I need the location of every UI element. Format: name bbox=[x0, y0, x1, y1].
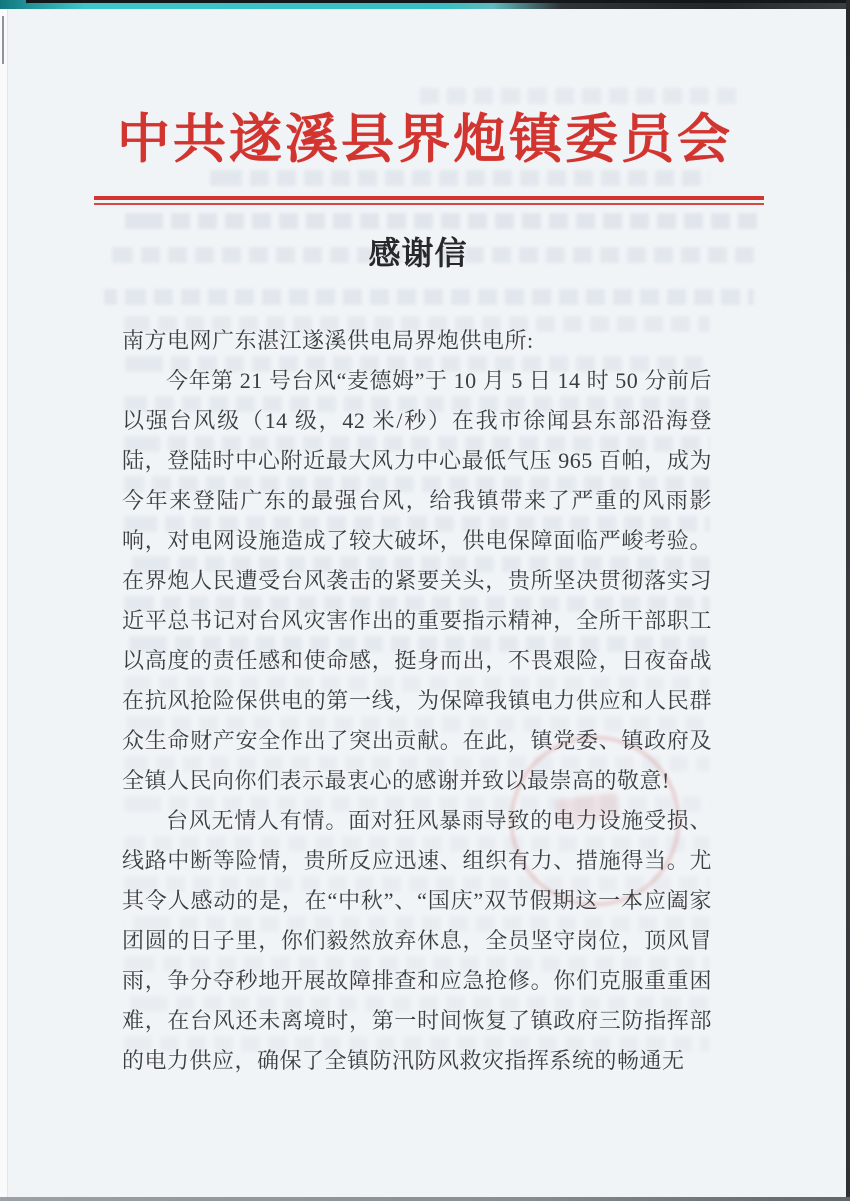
letter-title: 感谢信 bbox=[368, 235, 468, 271]
header-divider-thick-line bbox=[94, 196, 764, 200]
scan-edge-bottom bbox=[0, 1197, 850, 1201]
scan-edge-left bbox=[0, 0, 8, 1201]
scan-edge-right bbox=[846, 0, 850, 1201]
header-divider-thin-line bbox=[94, 203, 764, 205]
ghost-line bbox=[104, 289, 754, 305]
scan-edge-top bbox=[0, 0, 850, 9]
header-divider bbox=[94, 196, 764, 205]
ghost-line bbox=[210, 170, 710, 186]
scan-streak-artifact bbox=[2, 16, 4, 64]
ghost-line bbox=[420, 88, 740, 104]
org-title: 中共遂溪县界炮镇委员会 bbox=[117, 111, 733, 169]
paragraph-1: 今年第 21 号台风“麦德姆”于 10 月 5 日 14 时 50 分前后以强台风级（14 级，42 米/秒）在我市徐闻县东部沿海登陆，登陆时中心附近最大风力中心最低气压 965 百帕，成为今年来登陆广东的最强台风，给我镇带来了严重的风雨影响，对电网设施造成了较大破坏，供电保障面临严峻考验。在界炮人民遭受台风袭击的紧要关头，贵所坚决贯彻落实习近平总书记对台风灾害作出的重要指示精神，全所干部职工以高度的责任感和使命感，挺身而出，不畏艰险，日夜奋战在抗风抢险保供电的第一线，为保障我镇电力供应和人民群众生命财产安全作出了突出贡献。在此，镇党委、镇政府及全镇人民向你们表示最衷心的感谢并致以最崇高的敬意! bbox=[122, 368, 712, 793]
letter-body bbox=[122, 321, 712, 1081]
ghost-line bbox=[118, 213, 758, 229]
salutation: 南方电网广东湛江遂溪供电局界炮供电所: bbox=[122, 328, 534, 353]
paragraph-2: 台风无情人有情。面对狂风暴雨导致的电力设施受损、线路中断等险情，贵所反应迅速、组织有力、措施得当。尤其令人感动的是，在“中秋”、“国庆”双节假期这一本应阖家团圆的日子里，你们毅然放弃休息，全员坚守岗位，顶风冒雨，争分夺秒地开展故障排查和应急抢修。你们克服重重困难，在台风还未离境时，第一时间恢复了镇政府三防指挥部的电力供应，确保了全镇防汛防风救灾指挥系统的畅通无 bbox=[122, 808, 712, 1073]
